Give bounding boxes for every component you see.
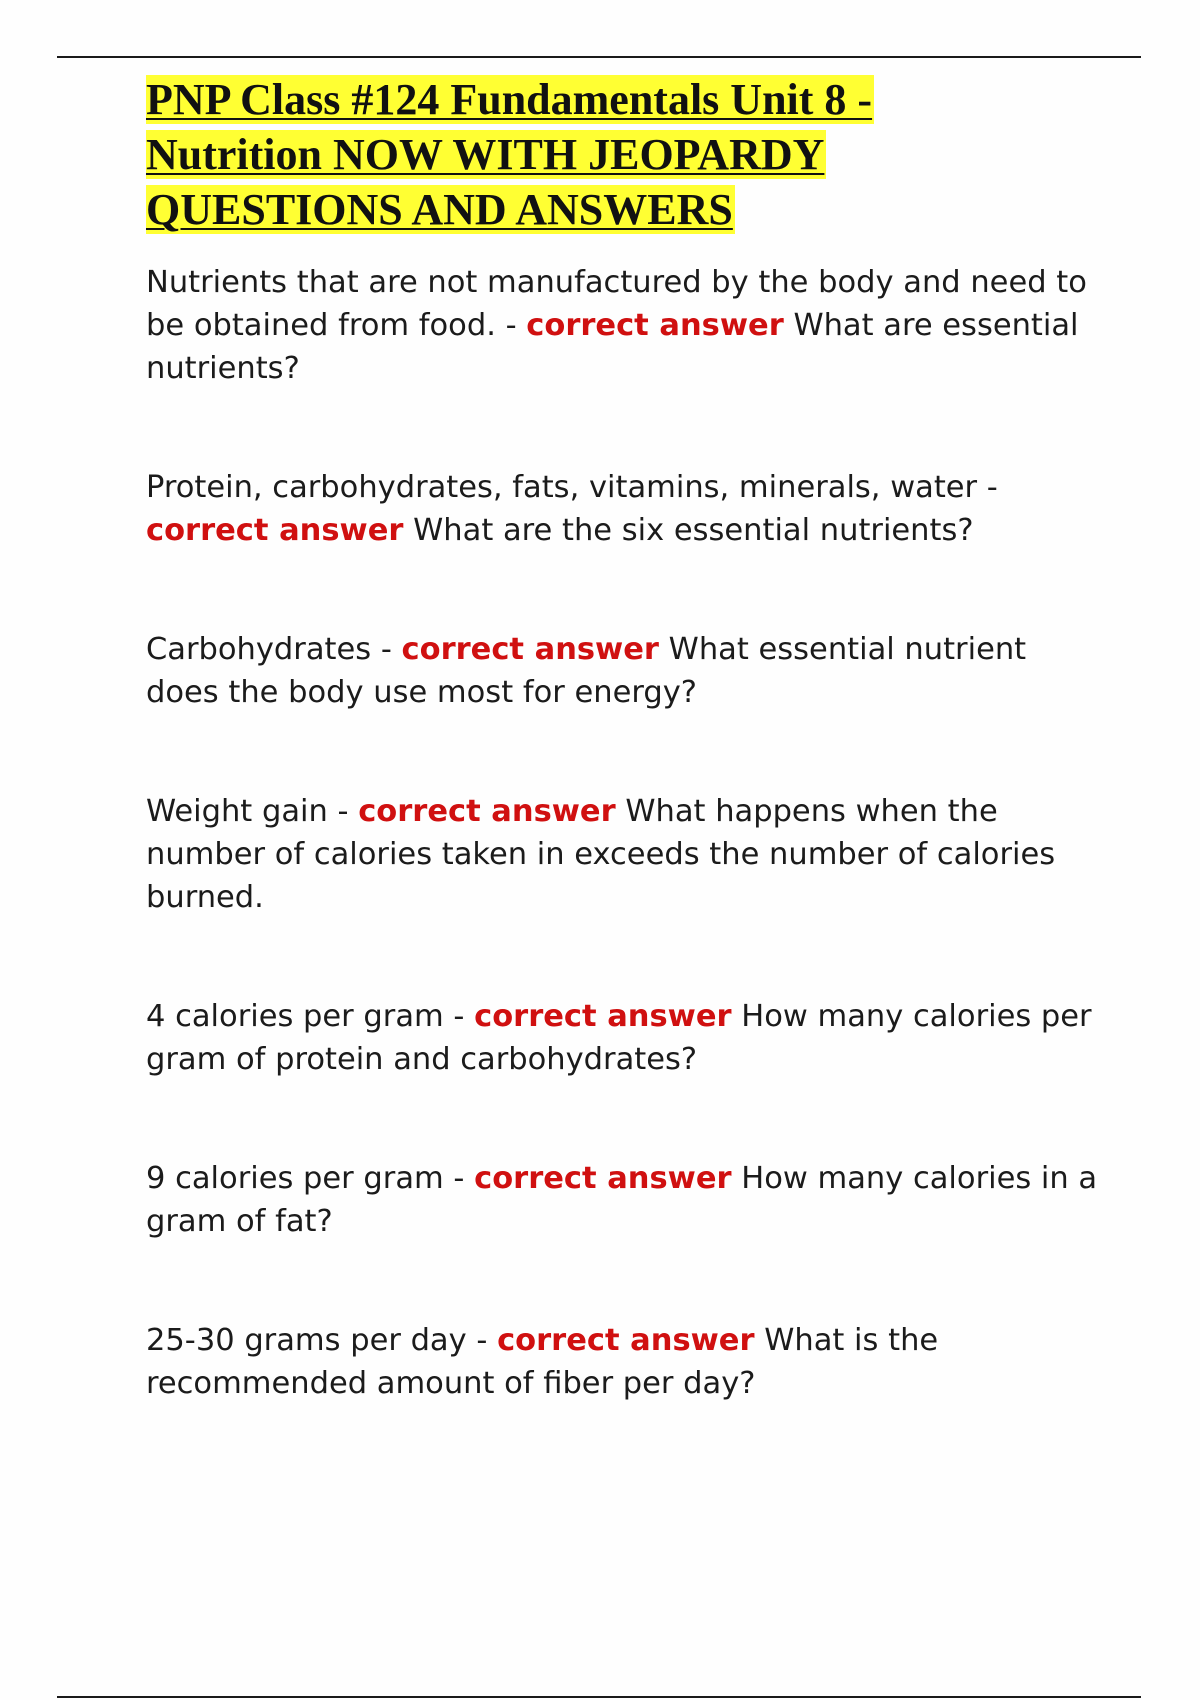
answer-text: Weight gain - — [146, 794, 359, 829]
correct-answer-marker: correct answer — [497, 1323, 755, 1358]
correct-answer-marker: correct answer — [401, 632, 659, 667]
correct-answer-marker: correct answer — [474, 999, 732, 1034]
answer-text: 25-30 grams per day - — [146, 1323, 498, 1358]
qa-item — [146, 995, 1106, 1081]
correct-answer-marker: correct answer — [474, 1161, 732, 1196]
qa-item — [146, 466, 1106, 552]
question-text: How many calories per gram of protein and carbohydrates? — [146, 999, 1092, 1077]
correct-answer-marker: correct answer — [358, 794, 616, 829]
qa-item — [146, 1157, 1106, 1243]
title-text: PNP Class #124 Fundamentals Unit 8 - Nutrition NOW WITH JEOPARDY QUESTIONS AND ANSWERS — [146, 75, 873, 234]
correct-answer-marker: correct answer — [526, 308, 784, 343]
answer-text: 9 calories per gram - — [146, 1161, 475, 1196]
qa-item — [146, 628, 1106, 714]
qa-item — [146, 1319, 1106, 1405]
question-text: How many calories in a gram of fat? — [146, 1161, 1098, 1239]
question-text: What is the recommended amount of fiber per day? — [146, 1323, 939, 1401]
question-text: What are essential nutrients? — [146, 308, 1079, 386]
document-body — [146, 72, 1106, 1481]
answer-text: Carbohydrates - — [146, 632, 402, 667]
answer-text: 4 calories per gram - — [146, 999, 475, 1034]
top-rule — [57, 56, 1141, 58]
qa-list — [146, 261, 1106, 1405]
document-title — [146, 72, 986, 237]
question-text: What are the six essential nutrients? — [413, 513, 974, 548]
qa-item — [146, 790, 1106, 919]
answer-text: Protein, carbohydrates, fats, vitamins, minerals, water - — [146, 470, 998, 505]
bottom-rule — [57, 1696, 1141, 1698]
question-text: What happens when the number of calories taken in exceeds the number of calories burned. — [146, 794, 1056, 915]
correct-answer-marker: correct answer — [146, 513, 404, 548]
question-text: What essential nutrient does the body use most for energy? — [146, 632, 1027, 710]
answer-text: Nutrients that are not manufactured by the body and need to be obtained from food. - — [146, 265, 1087, 343]
qa-item — [146, 261, 1106, 390]
